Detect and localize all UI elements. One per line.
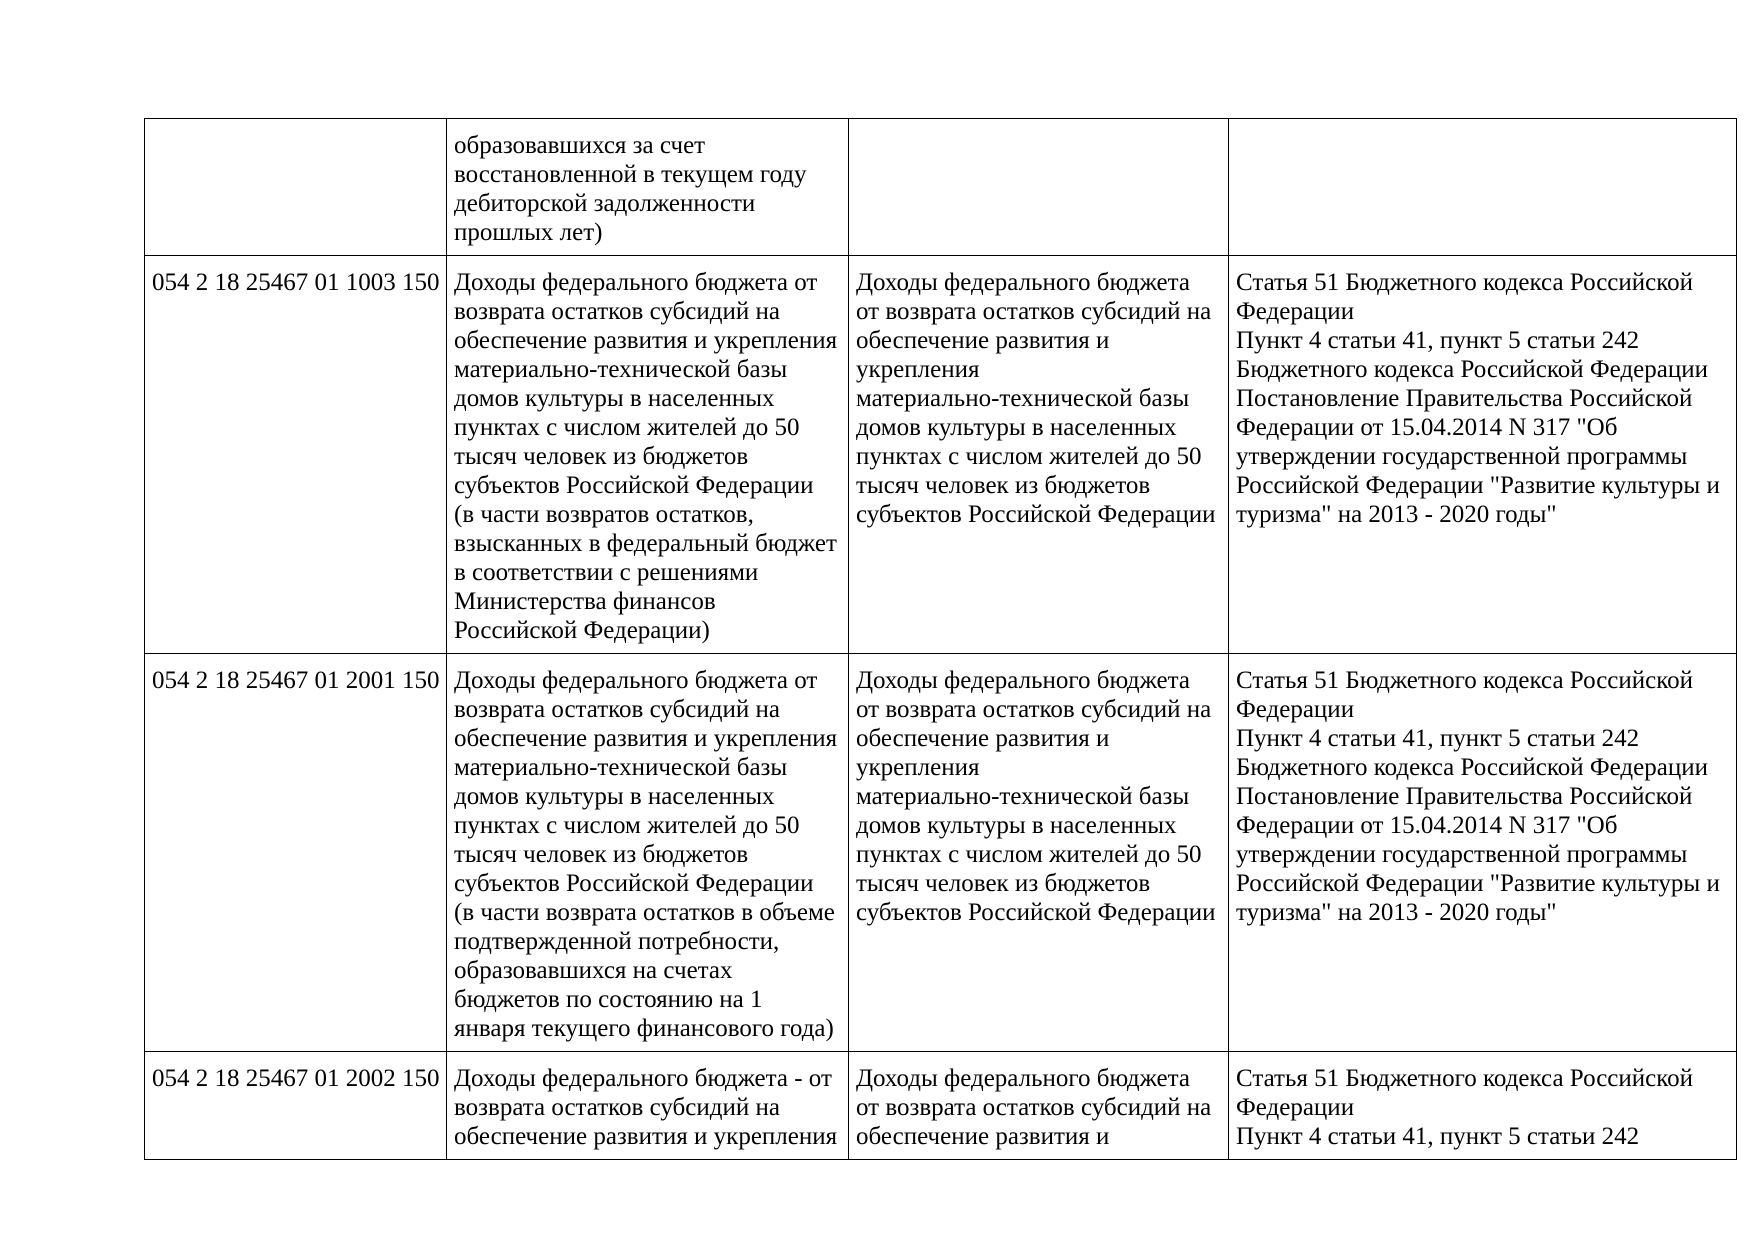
legal-basis-cell: Статья 51 Бюджетного кодекса Российской Федерации Пункт 4 статьи 41, пункт 5 статьи 242 bbox=[1229, 1052, 1737, 1160]
income-classification-table bbox=[144, 118, 1737, 1160]
budget-code-cell: 054 2 18 25467 01 2001 150 bbox=[145, 654, 447, 1052]
income-group-cell: Доходы федерального бюджета от возврата остатков субсидий на обеспечение развития и bbox=[849, 1052, 1229, 1160]
table-row bbox=[145, 654, 1737, 1052]
income-group-cell: Доходы федерального бюджета от возврата остатков субсидий на обеспечение развития и укрепления материально-технической базы домов культуры в населенных пунктах с числом жителей до 50 тысяч человек из бюджетов субъектов Российской Федерации bbox=[849, 654, 1229, 1052]
budget-code-cell: 054 2 18 25467 01 2002 150 bbox=[145, 1052, 447, 1160]
income-name-cell: Доходы федерального бюджета от возврата остатков субсидий на обеспечение развития и укрепления материально-технической базы домов культуры в населенных пунктах с числом жителей до 50 тысяч человек из бюджетов субъектов Российской Федерации (в части возврата остатков в объеме подтвержденной потребности, образовавшихся на счетах бюджетов по состоянию на 1 января текущего финансового года) bbox=[447, 654, 849, 1052]
income-name-cell: Доходы федерального бюджета от возврата остатков субсидий на обеспечение развития и укрепления материально-технической базы домов культуры в населенных пунктах с числом жителей до 50 тысяч человек из бюджетов субъектов Российской Федерации (в части возвратов остатков, взысканных в федеральный бюджет в соответствии с решениями Министерства финансов Российской Федерации) bbox=[447, 256, 849, 654]
table-row bbox=[145, 119, 1737, 256]
table-row bbox=[145, 1052, 1737, 1160]
budget-code-cell bbox=[145, 119, 447, 256]
income-group-cell: Доходы федерального бюджета от возврата остатков субсидий на обеспечение развития и укрепления материально-технической базы домов культуры в населенных пунктах с числом жителей до 50 тысяч человек из бюджетов субъектов Российской Федерации bbox=[849, 256, 1229, 654]
income-group-cell bbox=[849, 119, 1229, 256]
legal-basis-cell bbox=[1229, 119, 1737, 256]
legal-basis-cell: Статья 51 Бюджетного кодекса Российской Федерации Пункт 4 статьи 41, пункт 5 статьи 242 Бюджетного кодекса Российской Федерации Постановление Правительства Российской Федерации от 15.04.2014 N 317 "Об утверждении государственной программы Российской Федерации "Развитие культуры и туризма" на 2013 - 2020 годы" bbox=[1229, 654, 1737, 1052]
legal-basis-cell: Статья 51 Бюджетного кодекса Российской Федерации Пункт 4 статьи 41, пункт 5 статьи 242 Бюджетного кодекса Российской Федерации Постановление Правительства Российской Федерации от 15.04.2014 N 317 "Об утверждении государственной программы Российской Федерации "Развитие культуры и туризма" на 2013 - 2020 годы" bbox=[1229, 256, 1737, 654]
income-name-cell: Доходы федерального бюджета - от возврата остатков субсидий на обеспечение развития и укрепления bbox=[447, 1052, 849, 1160]
budget-code-cell: 054 2 18 25467 01 1003 150 bbox=[145, 256, 447, 654]
income-name-cell: образовавшихся за счет восстановленной в текущем году дебиторской задолженности прошлых лет) bbox=[447, 119, 849, 256]
table-row bbox=[145, 256, 1737, 654]
